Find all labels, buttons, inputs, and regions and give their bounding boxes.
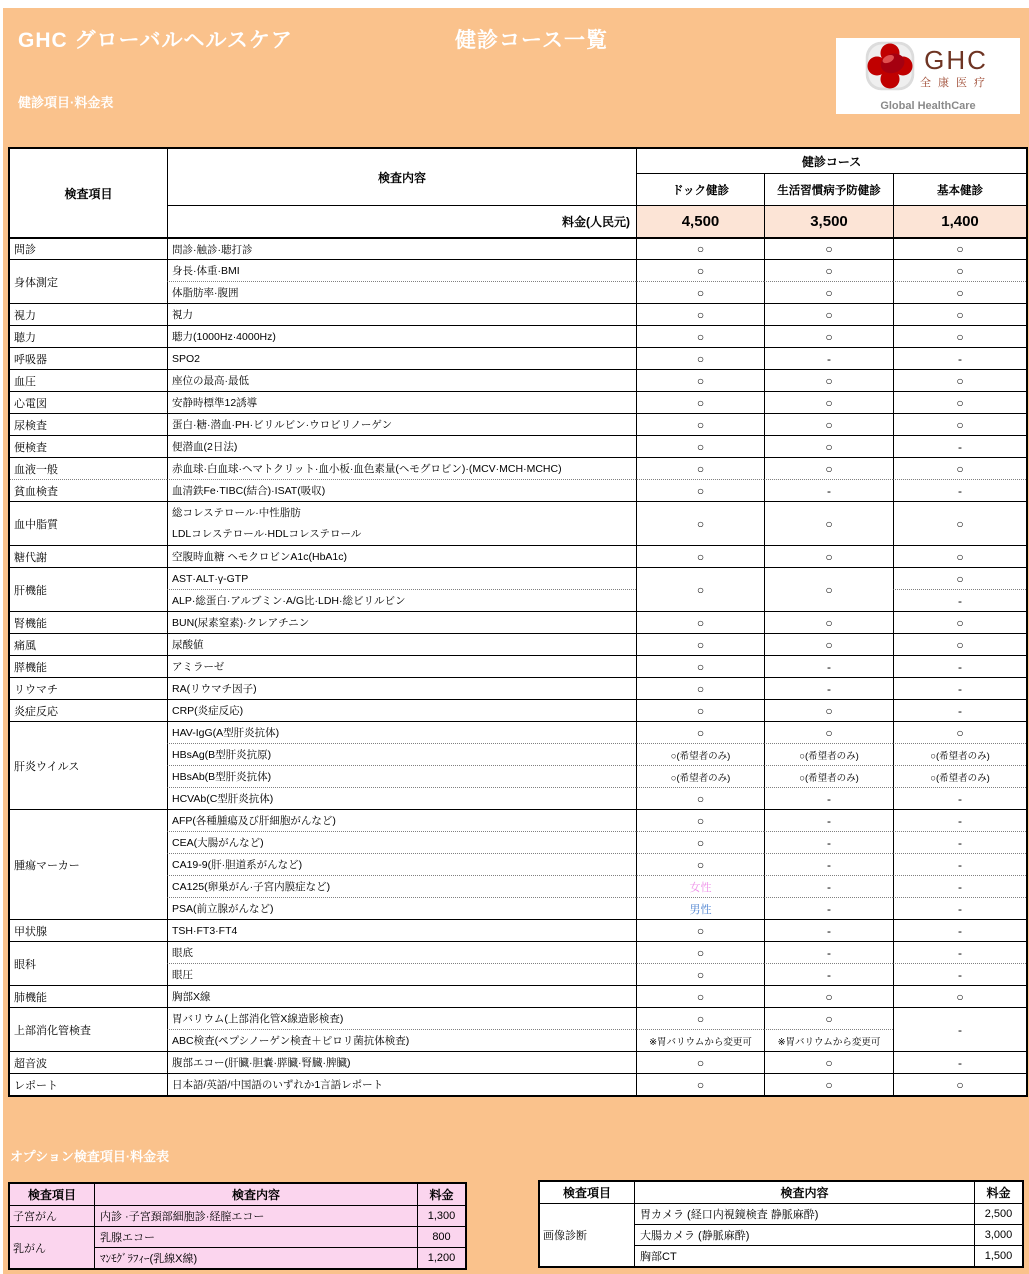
mark-cell: - [893, 941, 1026, 963]
mark-cell: ○ [636, 919, 764, 941]
content-cell: CRP(炎症反応) [167, 699, 636, 721]
content-cell: 座位の最高·最低 [167, 369, 636, 391]
table-row [10, 809, 1026, 831]
mark-cell: - [764, 875, 893, 897]
mark-cell-male: 男性 [636, 897, 764, 919]
mark-cell: ○ [764, 721, 893, 743]
mark-cell: ※胃バリウムから変更可 [636, 1029, 764, 1051]
table-row [10, 1007, 1026, 1029]
content-cell: 眼圧 [167, 963, 636, 985]
logo-english-text: Global HealthCare [880, 100, 976, 112]
content-cell: 胸部CT [634, 1245, 974, 1266]
mark-cell: ○ [893, 501, 1026, 545]
col-header-basic: 基本健診 [893, 173, 1026, 205]
mark-cell: ○ [764, 567, 893, 611]
price-basic: 1,400 [893, 205, 1026, 237]
course-table [8, 147, 1028, 1097]
mark-cell: - [893, 699, 1026, 721]
item-cell: 血圧 [10, 369, 167, 391]
item-cell: レポート [10, 1073, 167, 1095]
mark-cell: ○ [764, 325, 893, 347]
content-cell: 腹部エコー(肝臓·胆嚢·膵臓·腎臓·脾臓) [167, 1051, 636, 1073]
content-cell: CA19-9(肝·胆道系がんなど) [167, 853, 636, 875]
content-cell: HCVAb(C型肝炎抗体) [167, 787, 636, 809]
mark-cell: ○ [764, 259, 893, 281]
table-row [10, 985, 1026, 1007]
content-cell: 眼底 [167, 941, 636, 963]
content-cell: 便潜血(2日法) [167, 435, 636, 457]
content-line: LDLコレステロール·HDLコレステロール [172, 527, 362, 540]
opt-col-header-content: 検査内容 [94, 1184, 417, 1205]
mark-cell: ○ [636, 941, 764, 963]
mark-cell: - [764, 809, 893, 831]
content-cell: 大腸カメラ (静脈麻酔) [634, 1224, 974, 1245]
content-cell: HBsAb(B型肝炎抗体) [167, 765, 636, 787]
item-cell: 問診 [10, 237, 167, 259]
content-cell: ﾏﾝﾓｸﾞﾗﾌｨｰ(乳線X線) [94, 1247, 417, 1268]
mark-cell: ○ [636, 325, 764, 347]
content-cell: 体脂肪率·腹囲 [167, 281, 636, 303]
mark-cell: ○ [764, 413, 893, 435]
col-header-dock: ドック健診 [636, 173, 764, 205]
item-cell: 呼吸器 [10, 347, 167, 369]
mark-cell: - [893, 435, 1026, 457]
col-header-course-group: 健診コース [636, 149, 1026, 173]
mark-cell: ○ [636, 853, 764, 875]
logo-chinese-text: 全康医疗 [920, 77, 992, 89]
table-row [10, 479, 1026, 501]
content-line: 総コレステロール·中性脂肪 [172, 506, 301, 519]
table-row [10, 1226, 465, 1247]
table-row [10, 1051, 1026, 1073]
mark-cell: ○ [893, 391, 1026, 413]
item-cell: 肺機能 [10, 985, 167, 1007]
content-cell: 問診·触診·聴打診 [167, 237, 636, 259]
mark-cell: ○ [764, 1007, 893, 1029]
opt-col-header-item: 検査項目 [10, 1184, 94, 1205]
mark-cell: ○ [764, 281, 893, 303]
item-cell: リウマチ [10, 677, 167, 699]
content-cell: CA125(卵巣がん·子宮内膜症など) [167, 875, 636, 897]
mark-cell: ○ [636, 721, 764, 743]
item-cell: 腫瘍マーカー [10, 809, 167, 919]
content-cell: 尿酸値 [167, 633, 636, 655]
mark-cell: ○ [636, 479, 764, 501]
mark-cell: - [893, 963, 1026, 985]
item-cell: 炎症反応 [10, 699, 167, 721]
mark-cell: - [764, 655, 893, 677]
mark-cell: ○ [764, 985, 893, 1007]
item-cell: 乳がん [10, 1226, 94, 1268]
table-row [10, 941, 1026, 963]
mark-cell: - [764, 941, 893, 963]
mark-cell: ○ [636, 391, 764, 413]
content-cell: 胃カメラ (経口内視鏡検査 静脈麻酔) [634, 1203, 974, 1224]
mark-cell: ○ [636, 831, 764, 853]
opt-col-header-price: 料金 [974, 1182, 1022, 1203]
mark-cell: ○ [764, 237, 893, 259]
table-row [10, 677, 1026, 699]
mark-cell: ○ [893, 369, 1026, 391]
table-row [10, 259, 1026, 281]
mark-cell-female: 女性 [636, 875, 764, 897]
mark-cell: ○ [893, 281, 1026, 303]
options-table-right [538, 1180, 1024, 1268]
mark-cell: - [893, 809, 1026, 831]
table-row [10, 435, 1026, 457]
mark-cell: ○ [636, 413, 764, 435]
content-cell: TSH·FT3·FT4 [167, 919, 636, 941]
content-cell [167, 501, 636, 545]
mark-cell: ○ [636, 677, 764, 699]
item-cell: 画像診断 [540, 1203, 634, 1266]
mark-cell: - [764, 919, 893, 941]
mark-cell: ○ [764, 611, 893, 633]
mark-cell: ○ [893, 325, 1026, 347]
table-row [10, 699, 1026, 721]
content-cell: 胸部X線 [167, 985, 636, 1007]
options-section-title: オプション検査項目·料金表 [10, 1149, 170, 1164]
mark-cell: ○(希望者のみ) [636, 765, 764, 787]
options-table-left [8, 1182, 467, 1270]
mark-cell: ○(希望者のみ) [764, 743, 893, 765]
mark-cell: ○ [636, 655, 764, 677]
mark-cell: ○ [893, 567, 1026, 589]
content-cell: CEA(大腸がんなど) [167, 831, 636, 853]
item-cell: 痛風 [10, 633, 167, 655]
content-cell: 蛋白·糖·潜血·PH·ビリルビン·ウロビリノーゲン [167, 413, 636, 435]
content-cell: HAV-IgG(A型肝炎抗体) [167, 721, 636, 743]
table-row [10, 567, 1026, 589]
mark-cell: - [893, 875, 1026, 897]
mark-cell: ○ [636, 457, 764, 479]
content-cell: 赤血球·白血球·ヘマトクリット·血小板·血色素量(ヘモグロビン)·(MCV·MCH·MCHC) [167, 457, 636, 479]
mark-cell: ○ [893, 721, 1026, 743]
table-row [10, 303, 1026, 325]
item-cell: 超音波 [10, 1051, 167, 1073]
table-row [10, 545, 1026, 567]
mark-cell: ○ [893, 985, 1026, 1007]
table-row [10, 413, 1026, 435]
mark-cell: ○ [636, 1051, 764, 1073]
table-row [10, 325, 1026, 347]
mark-cell: ○ [764, 545, 893, 567]
item-cell: 上部消化管検査 [10, 1007, 167, 1051]
col-header-lifestyle: 生活習慣病予防健診 [764, 173, 893, 205]
item-cell: 糖代謝 [10, 545, 167, 567]
section-subtitle: 健診項目·料金表 [18, 95, 114, 110]
content-cell: 乳腺エコー [94, 1226, 417, 1247]
mark-cell: ※胃バリウムから変更可 [764, 1029, 893, 1051]
mark-cell: ○(希望者のみ) [636, 743, 764, 765]
price-cell: 1,500 [974, 1245, 1022, 1266]
mark-cell: ○ [636, 1007, 764, 1029]
item-cell: 眼科 [10, 941, 167, 985]
mark-cell: ○ [893, 413, 1026, 435]
mark-cell: ○ [636, 1073, 764, 1095]
mark-cell: ○ [636, 567, 764, 611]
mark-cell: ○ [764, 369, 893, 391]
mark-cell: ○ [764, 435, 893, 457]
table-row [10, 457, 1026, 479]
content-cell: 日本語/英語/中国語のいずれか1言語レポート [167, 1073, 636, 1095]
table-row [10, 391, 1026, 413]
mark-cell: ○ [893, 457, 1026, 479]
table-row [10, 611, 1026, 633]
content-cell: 視力 [167, 303, 636, 325]
table-row [540, 1203, 1022, 1224]
mark-cell: ○ [764, 1051, 893, 1073]
mark-cell: - [893, 897, 1026, 919]
item-cell: 肝炎ウイルス [10, 721, 167, 809]
mark-cell: ○ [636, 787, 764, 809]
ghc-logo [836, 38, 1020, 114]
mark-cell: ○ [636, 435, 764, 457]
mark-cell: - [764, 347, 893, 369]
mark-cell: ○ [764, 633, 893, 655]
table-row [10, 1073, 1026, 1095]
table-row [10, 633, 1026, 655]
mark-cell: ○ [764, 391, 893, 413]
mark-cell: ○ [764, 1073, 893, 1095]
item-cell: 血液一般 [10, 457, 167, 479]
table-row [10, 1205, 465, 1226]
mark-cell: - [893, 1007, 1026, 1051]
price-row-label: 料金(人民元) [167, 205, 636, 237]
mark-cell: ○ [764, 457, 893, 479]
price-cell: 1,300 [417, 1205, 465, 1226]
table-row [10, 501, 1026, 545]
item-cell: 肝機能 [10, 567, 167, 611]
col-header-content: 検査内容 [167, 149, 636, 205]
mark-cell: ○ [764, 501, 893, 545]
item-cell: 血中脂質 [10, 501, 167, 545]
table-row [10, 655, 1026, 677]
mark-cell: ○ [893, 545, 1026, 567]
mark-cell: ○ [764, 303, 893, 325]
item-cell: 尿検査 [10, 413, 167, 435]
col-header-item: 検査項目 [10, 149, 167, 237]
price-cell: 2,500 [974, 1203, 1022, 1224]
item-cell: 腎機能 [10, 611, 167, 633]
mark-cell: - [764, 963, 893, 985]
mark-cell: ○ [636, 809, 764, 831]
item-cell: 甲状腺 [10, 919, 167, 941]
mark-cell: - [764, 787, 893, 809]
content-cell: 胃バリウム(上部消化管X線造影検査) [167, 1007, 636, 1029]
mark-cell: ○ [636, 611, 764, 633]
logo-clover-icon [864, 40, 916, 97]
mark-cell: - [893, 589, 1026, 611]
price-cell: 800 [417, 1226, 465, 1247]
price-lifestyle: 3,500 [764, 205, 893, 237]
content-cell: BUN(尿素窒素)·クレアチニン [167, 611, 636, 633]
page-title: 健診コース一覧 [455, 29, 608, 52]
item-cell: 心電図 [10, 391, 167, 413]
price-cell: 3,000 [974, 1224, 1022, 1245]
item-cell: 子宮がん [10, 1205, 94, 1226]
table-row [10, 721, 1026, 743]
mark-cell: - [893, 787, 1026, 809]
content-cell: 空腹時血糖 ヘモクロビンA1c(HbA1c) [167, 545, 636, 567]
app-title: GHC グローバルヘルスケア [18, 29, 293, 52]
item-cell: 視力 [10, 303, 167, 325]
mark-cell: ○ [636, 699, 764, 721]
item-cell: 聴力 [10, 325, 167, 347]
item-cell: 身体測定 [10, 259, 167, 303]
table-row [10, 369, 1026, 391]
item-cell: 膵機能 [10, 655, 167, 677]
mark-cell: - [764, 897, 893, 919]
mark-cell: ○ [893, 1073, 1026, 1095]
content-cell: RA(リウマチ因子) [167, 677, 636, 699]
mark-cell: ○ [893, 303, 1026, 325]
mark-cell: ○ [893, 611, 1026, 633]
mark-cell: ○(希望者のみ) [893, 765, 1026, 787]
mark-cell: ○ [636, 985, 764, 1007]
mark-cell: ○ [893, 237, 1026, 259]
content-cell: 内診 ·子宮頚部細胞診·経膣エコー [94, 1205, 417, 1226]
mark-cell: - [893, 853, 1026, 875]
mark-cell: - [764, 677, 893, 699]
content-cell: 身長·体重·BMI [167, 259, 636, 281]
mark-cell: ○ [636, 303, 764, 325]
logo-text-block [920, 47, 992, 90]
opt-col-header-item: 検査項目 [540, 1182, 634, 1203]
content-cell: HBsAg(B型肝炎抗原) [167, 743, 636, 765]
mark-cell: ○ [636, 237, 764, 259]
mark-cell: - [893, 1051, 1026, 1073]
mark-cell: - [893, 831, 1026, 853]
content-cell: ABC検査(ペプシノーゲン検査＋ピロリ菌抗体検査) [167, 1029, 636, 1051]
price-cell: 1,200 [417, 1247, 465, 1268]
mark-cell: ○ [636, 347, 764, 369]
mark-cell: ○(希望者のみ) [893, 743, 1026, 765]
mark-cell: ○ [636, 281, 764, 303]
mark-cell: - [893, 655, 1026, 677]
mark-cell: ○ [893, 259, 1026, 281]
mark-cell: - [764, 479, 893, 501]
content-cell: SPO2 [167, 347, 636, 369]
mark-cell: - [893, 479, 1026, 501]
mark-cell: - [764, 831, 893, 853]
opt-col-header-price: 料金 [417, 1184, 465, 1205]
mark-cell: - [764, 853, 893, 875]
mark-cell: ○ [636, 259, 764, 281]
mark-cell: - [893, 347, 1026, 369]
logo-ghc-text: GHC [924, 45, 988, 75]
mark-cell: ○ [764, 699, 893, 721]
content-cell: 安静時標準12誘導 [167, 391, 636, 413]
mark-cell: ○ [893, 633, 1026, 655]
content-cell: AST·ALT·γ-GTP [167, 567, 636, 589]
item-cell: 便検査 [10, 435, 167, 457]
content-cell: 聴力(1000Hz·4000Hz) [167, 325, 636, 347]
mark-cell: ○ [636, 369, 764, 391]
mark-cell: ○ [636, 501, 764, 545]
content-cell: ALP·総蛋白·アルブミン·A/G比·LDH·総ビリルビン [167, 589, 636, 611]
mark-cell: ○(希望者のみ) [764, 765, 893, 787]
item-cell: 貧血検査 [10, 479, 167, 501]
mark-cell: - [893, 919, 1026, 941]
table-row [10, 347, 1026, 369]
mark-cell: ○ [636, 963, 764, 985]
table-row [10, 237, 1026, 259]
table-row [10, 919, 1026, 941]
content-cell: PSA(前立腺がんなど) [167, 897, 636, 919]
price-dock: 4,500 [636, 205, 764, 237]
mark-cell: ○ [636, 545, 764, 567]
content-cell: AFP(各種腫瘍及び肝細胞がんなど) [167, 809, 636, 831]
mark-cell: ○ [636, 633, 764, 655]
logo-top-row [864, 40, 992, 97]
content-cell: アミラーゼ [167, 655, 636, 677]
opt-col-header-content: 検査内容 [634, 1182, 974, 1203]
content-cell: 血清鉄Fe·TIBC(結合)·ISAT(吸収) [167, 479, 636, 501]
mark-cell: - [893, 677, 1026, 699]
